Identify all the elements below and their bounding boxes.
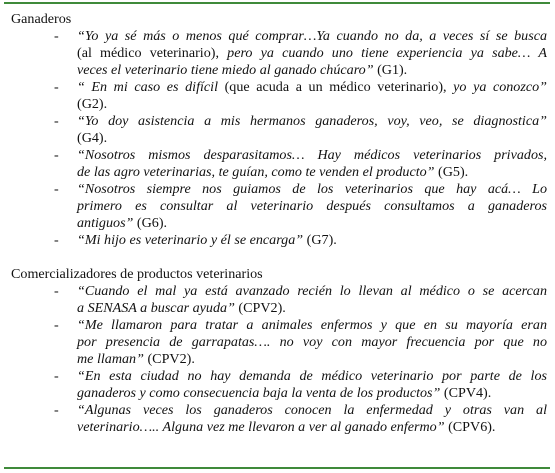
quote-line bbox=[77, 96, 547, 113]
quote-line bbox=[77, 232, 547, 249]
list-bullet: - bbox=[54, 368, 59, 384]
quote-item bbox=[77, 402, 547, 436]
quote-text: “Cuando el mal ya está avanzado recién lo llevan al médico o se acercan bbox=[77, 283, 547, 299]
quote-line bbox=[77, 300, 547, 317]
quote-line bbox=[77, 181, 547, 198]
plain-text: (CPV6). bbox=[444, 419, 496, 435]
plain-text: (G6). bbox=[133, 215, 168, 231]
quote-item bbox=[77, 283, 547, 317]
quote-text: por presencia de garrapatas…. no voy con mayor frecuencia por que no bbox=[77, 334, 547, 350]
list-bullet: - bbox=[54, 28, 59, 44]
quote-line bbox=[77, 198, 547, 215]
quote-line bbox=[77, 28, 547, 45]
quote-text: ganaderos y como consecuencia baja la venta de los productos” bbox=[77, 385, 441, 401]
quote-line bbox=[77, 385, 547, 402]
quote-item bbox=[77, 28, 547, 79]
section-heading: Ganaderos bbox=[11, 11, 72, 27]
quote-text: “Nosotros mismos desparasitamos… Hay médicos veterinarios privados, bbox=[77, 147, 547, 163]
quote-item bbox=[77, 317, 547, 368]
quote-line bbox=[77, 402, 547, 419]
quote-text: yo ya conozco” bbox=[453, 79, 547, 95]
section-heading: Comercializadores de productos veterinarios bbox=[11, 266, 263, 282]
quote-item bbox=[77, 79, 547, 113]
quote-line bbox=[77, 62, 547, 79]
plain-text: (CPV4). bbox=[440, 385, 492, 401]
quote-text: antiguos” bbox=[77, 215, 134, 231]
quote-item bbox=[77, 113, 547, 147]
list-bullet: - bbox=[54, 113, 59, 129]
plain-text: (G2). bbox=[77, 96, 108, 112]
quote-item bbox=[77, 368, 547, 402]
quote-text: veterinario….. Alguna vez me llevaron a ver al ganado enfermo” bbox=[77, 419, 445, 435]
plain-text: (G5). bbox=[434, 164, 469, 180]
quote-item bbox=[77, 181, 547, 232]
quote-text: pero ya cuando uno tiene experiencia ya sabe… A bbox=[227, 45, 547, 61]
quote-text: a SENASA a buscar ayuda” bbox=[77, 300, 235, 316]
quote-line bbox=[77, 130, 547, 147]
list-bullet: - bbox=[54, 181, 59, 197]
quote-text: “Algunas veces los ganaderos conocen la enfermedad y otras van al bbox=[77, 402, 547, 418]
quote-line bbox=[77, 334, 547, 351]
quote-item bbox=[77, 147, 547, 181]
quote-line bbox=[77, 283, 547, 300]
plain-text: (al médico veterinario), bbox=[77, 45, 228, 61]
quotes-table bbox=[4, 2, 550, 469]
quote-line bbox=[77, 147, 547, 164]
quote-line bbox=[77, 317, 547, 334]
quote-text: me llaman” bbox=[77, 351, 144, 367]
plain-text: (CPV2). bbox=[143, 351, 195, 367]
plain-text: (G4). bbox=[77, 130, 108, 146]
quote-text: “Yo doy asistencia a mis hermanos ganaderos, voy, veo, se diagnostica” bbox=[77, 113, 547, 129]
quote-item bbox=[77, 232, 547, 249]
plain-text: (G1). bbox=[373, 62, 408, 78]
list-bullet: - bbox=[54, 232, 59, 248]
quote-text: veces el veterinario tiene miedo al ganado chúcaro” bbox=[77, 62, 374, 78]
quote-line bbox=[77, 45, 547, 62]
quote-line bbox=[77, 368, 547, 385]
quote-line bbox=[77, 113, 547, 130]
plain-text: (que acuda a un médico veterinario), bbox=[218, 79, 454, 95]
quote-text: “Mi hijo es veterinario y él se encarga” bbox=[77, 232, 304, 248]
quote-text: primero es consultar al veterinario después consultamos a ganaderos bbox=[77, 198, 547, 214]
quote-line bbox=[77, 215, 547, 232]
quote-line bbox=[77, 419, 547, 436]
list-bullet: - bbox=[54, 147, 59, 163]
list-bullet: - bbox=[54, 402, 59, 418]
list-bullet: - bbox=[54, 283, 59, 299]
quote-text: de las agro veterinarias, te guían, como te venden el producto” bbox=[77, 164, 435, 180]
quote-text: “ En mi caso es difícil bbox=[77, 79, 219, 95]
plain-text: (G7). bbox=[303, 232, 337, 248]
plain-text: (CPV2). bbox=[234, 300, 286, 316]
quote-line bbox=[77, 79, 547, 96]
list-bullet: - bbox=[54, 79, 59, 95]
quote-text: “Yo ya sé más o menos qué comprar…Ya cuando no da, a veces sí se busca bbox=[77, 28, 547, 44]
quote-line bbox=[77, 164, 547, 181]
quote-line bbox=[77, 351, 547, 368]
list-bullet: - bbox=[54, 317, 59, 333]
quote-text: “Me llamaron para tratar a animales enfermos y que en su mayoría eran bbox=[77, 317, 547, 333]
quote-text: “Nosotros siempre nos guiamos de los veterinarios que hay acá… Lo bbox=[77, 181, 547, 197]
quote-text: “En esta ciudad no hay demanda de médico veterinario por parte de los bbox=[77, 368, 547, 384]
